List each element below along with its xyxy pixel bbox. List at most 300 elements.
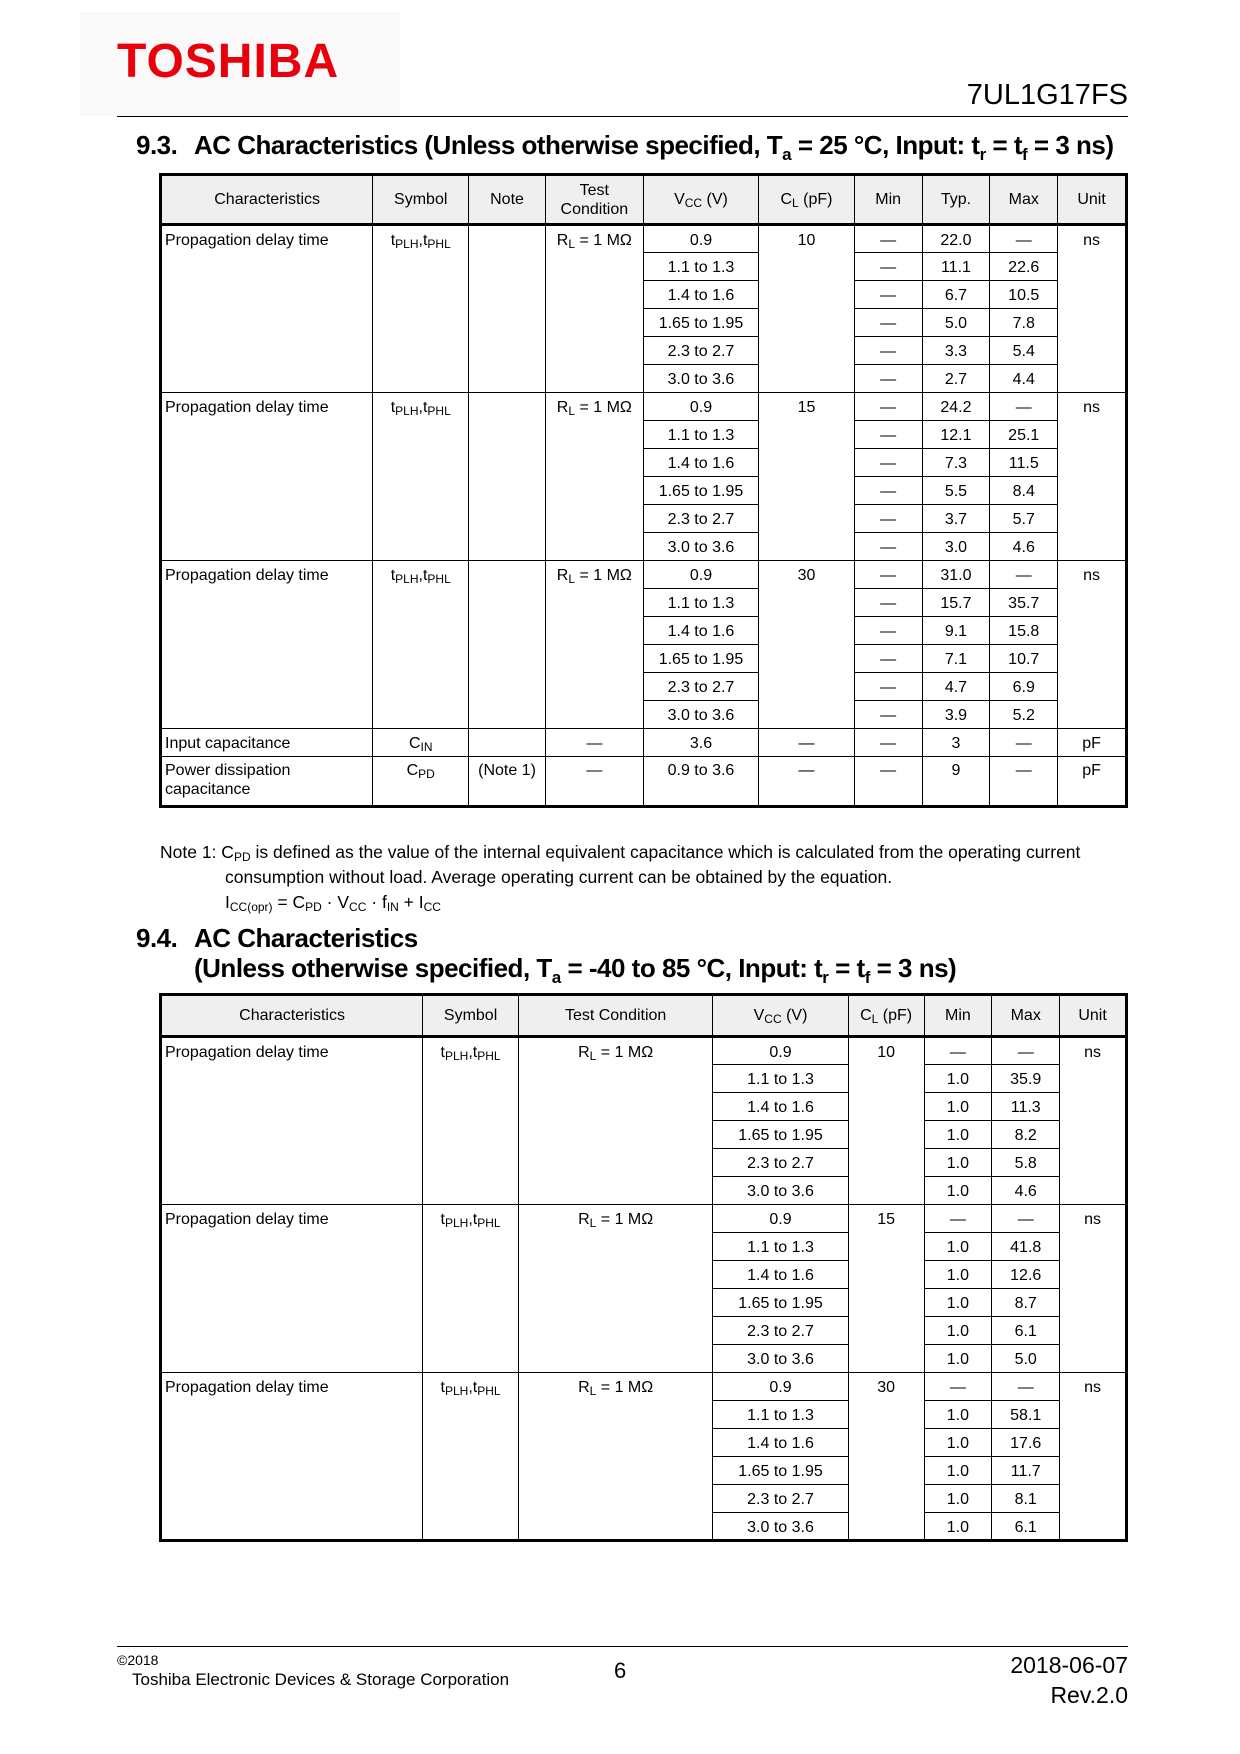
th-vcc-sub: CC bbox=[684, 196, 703, 210]
cell-unit: ns bbox=[1058, 561, 1127, 729]
note-1-equation bbox=[160, 890, 1130, 915]
cell-max: 5.2 bbox=[990, 701, 1058, 729]
cell-min: 1.0 bbox=[924, 1093, 992, 1121]
table-row bbox=[161, 1037, 1127, 1065]
cell-vcc: 0.9 bbox=[713, 1037, 848, 1065]
condition-value: = 1 MΩ bbox=[596, 1211, 654, 1228]
cell-vcc: 2.3 to 2.7 bbox=[643, 505, 758, 533]
cell-max: 11.3 bbox=[992, 1093, 1060, 1121]
section-93-title-sub-r: r bbox=[979, 145, 986, 164]
section-93-title bbox=[136, 130, 1114, 164]
condition-r: R bbox=[556, 399, 569, 416]
cell-symbol bbox=[373, 757, 469, 807]
cell-min: — bbox=[924, 1373, 992, 1401]
characteristic-line-2: capacitance bbox=[165, 781, 251, 798]
eq-vcc-sub: CC bbox=[349, 900, 367, 914]
cell-condition bbox=[518, 1205, 712, 1373]
th-min: Min bbox=[854, 175, 922, 225]
cell-max: — bbox=[990, 393, 1058, 421]
section-94-title-pre: (Unless otherwise specified, T bbox=[194, 953, 552, 983]
cell-min: — bbox=[854, 393, 922, 421]
table-row-power-dissipation bbox=[161, 757, 1127, 807]
table-93-header-row bbox=[161, 175, 1127, 225]
cell-min: — bbox=[854, 421, 922, 449]
section-93-title-mid: = 25 °C, Input: t bbox=[791, 130, 980, 160]
cell-max: — bbox=[990, 225, 1058, 253]
th-cl-c: C bbox=[780, 191, 793, 208]
cell-vcc: 1.65 to 1.95 bbox=[713, 1457, 848, 1485]
symbol-t-phl: t bbox=[422, 232, 428, 249]
cell-typ: 22.0 bbox=[922, 225, 990, 253]
symbol-phl-sub: PHL bbox=[427, 572, 451, 586]
cell-max: 5.0 bbox=[992, 1345, 1060, 1373]
th-typ: Typ. bbox=[922, 175, 990, 225]
cell-unit: ns bbox=[1060, 1205, 1127, 1373]
th-cl-sub: L bbox=[792, 196, 799, 210]
cell-min: — bbox=[854, 309, 922, 337]
section-94-title-eq: = t bbox=[828, 953, 865, 983]
characteristic-line-1: Power dissipation bbox=[165, 762, 291, 779]
th-max: Max bbox=[992, 995, 1060, 1037]
cell-max: 22.6 bbox=[990, 253, 1058, 281]
cell-note bbox=[469, 393, 546, 561]
cell-vcc: 3.0 to 3.6 bbox=[713, 1177, 848, 1205]
footer-date-rev bbox=[1010, 1650, 1128, 1710]
eq-plus: + I bbox=[398, 892, 424, 912]
symbol-separator: , bbox=[418, 399, 423, 416]
cell-vcc: 0.9 bbox=[643, 225, 758, 253]
section-93-title-eq: = t bbox=[985, 130, 1023, 160]
part-number: 7UL1G17FS bbox=[966, 79, 1128, 111]
table-row bbox=[161, 561, 1127, 589]
cell-max: 35.7 bbox=[990, 589, 1058, 617]
cell-unit: ns bbox=[1058, 393, 1127, 561]
section-93-number: 9.3. bbox=[136, 130, 178, 160]
cell-max: 8.4 bbox=[990, 477, 1058, 505]
cell-condition bbox=[518, 1373, 712, 1541]
symbol-phl-sub: PHL bbox=[427, 404, 451, 418]
cell-vcc: 2.3 to 2.7 bbox=[713, 1485, 848, 1513]
footer-rule bbox=[117, 1646, 1128, 1647]
symbol-phl-sub: PHL bbox=[477, 1216, 501, 1230]
cell-condition: — bbox=[545, 729, 643, 757]
section-93-title-sub-f: f bbox=[1022, 145, 1028, 164]
condition-sub: L bbox=[589, 1049, 597, 1063]
cell-vcc: 0.9 bbox=[713, 1373, 848, 1401]
symbol-separator: , bbox=[418, 232, 423, 249]
cell-vcc: 2.3 to 2.7 bbox=[643, 673, 758, 701]
cell-note: (Note 1) bbox=[469, 757, 546, 807]
cell-vcc: 1.65 to 1.95 bbox=[643, 645, 758, 673]
cell-vcc: 1.1 to 1.3 bbox=[713, 1233, 848, 1261]
cell-unit: ns bbox=[1060, 1037, 1127, 1205]
table-row bbox=[161, 393, 1127, 421]
footer-revision: Rev.2.0 bbox=[1050, 1682, 1128, 1708]
cell-typ: 3.9 bbox=[922, 701, 990, 729]
cell-note bbox=[469, 225, 546, 393]
cell-min: 1.0 bbox=[924, 1065, 992, 1093]
section-94-title-sub-a: a bbox=[551, 968, 561, 987]
cell-cl: 15 bbox=[848, 1205, 924, 1373]
cell-vcc: 1.4 to 1.6 bbox=[643, 449, 758, 477]
cell-cl: 15 bbox=[759, 393, 855, 561]
cell-min: 1.0 bbox=[924, 1345, 992, 1373]
cell-symbol bbox=[423, 1373, 519, 1541]
footer-copyright: ©2018 bbox=[117, 1652, 159, 1668]
cell-vcc: 0.9 bbox=[643, 393, 758, 421]
th-characteristics: Characteristics bbox=[161, 175, 373, 225]
eq-icc2-sub: CC bbox=[423, 900, 441, 914]
cell-vcc: 0.9 bbox=[713, 1205, 848, 1233]
cell-min: — bbox=[854, 701, 922, 729]
symbol-plh-sub: PLH bbox=[395, 404, 419, 418]
section-94-title bbox=[136, 923, 957, 987]
symbol-t-phl: t bbox=[472, 1044, 478, 1061]
th-cl-c: C bbox=[860, 1007, 872, 1024]
cell-characteristic: Propagation delay time bbox=[161, 1037, 423, 1205]
cell-min: — bbox=[854, 757, 922, 807]
th-characteristics: Characteristics bbox=[161, 995, 423, 1037]
th-cl-unit: (pF) bbox=[878, 1007, 913, 1024]
condition-r: R bbox=[578, 1211, 590, 1228]
th-cl-unit: (pF) bbox=[798, 191, 833, 208]
cell-vcc: 1.4 to 1.6 bbox=[713, 1093, 848, 1121]
cell-characteristic: Propagation delay time bbox=[161, 1373, 423, 1541]
th-unit: Unit bbox=[1060, 995, 1127, 1037]
table-94-header-row bbox=[161, 995, 1127, 1037]
symbol-plh-sub: PLH bbox=[395, 572, 419, 586]
condition-value: = 1 MΩ bbox=[575, 567, 632, 584]
condition-sub: L bbox=[568, 404, 575, 418]
note-1-text-1: is defined as the value of the internal equivalent capacitance which is calculated from the operating current bbox=[250, 842, 1081, 862]
footer-company: Toshiba Electronic Devices & Storage Corporation bbox=[132, 1670, 510, 1689]
cell-cl: 10 bbox=[848, 1037, 924, 1205]
cell-symbol bbox=[373, 729, 469, 757]
section-93-title-pre: AC Characteristics (Unless otherwise specified, T bbox=[194, 130, 783, 160]
cell-max: 4.4 bbox=[990, 365, 1058, 393]
symbol-separator: , bbox=[468, 1211, 473, 1228]
cell-min: — bbox=[854, 533, 922, 561]
cell-typ: 12.1 bbox=[922, 421, 990, 449]
symbol-t-plh: t bbox=[440, 1379, 445, 1396]
cell-unit: ns bbox=[1060, 1373, 1127, 1541]
cell-typ: 4.7 bbox=[922, 673, 990, 701]
cell-min: — bbox=[854, 589, 922, 617]
section-93-title-post: = 3 ns) bbox=[1027, 130, 1114, 160]
cell-symbol bbox=[423, 1205, 519, 1373]
cell-max: 5.8 bbox=[992, 1149, 1060, 1177]
cell-vcc: 1.1 to 1.3 bbox=[643, 421, 758, 449]
cell-vcc: 1.65 to 1.95 bbox=[643, 477, 758, 505]
cell-vcc: 2.3 to 2.7 bbox=[643, 337, 758, 365]
cell-vcc: 3.0 to 3.6 bbox=[643, 701, 758, 729]
symbol-plh-sub: PLH bbox=[395, 237, 419, 251]
cell-characteristic: Propagation delay time bbox=[161, 225, 373, 393]
cell-min: 1.0 bbox=[924, 1233, 992, 1261]
cell-max: 7.8 bbox=[990, 309, 1058, 337]
cell-max: — bbox=[990, 561, 1058, 589]
symbol-t-phl: t bbox=[422, 567, 428, 584]
cell-min: 1.0 bbox=[924, 1121, 992, 1149]
condition-sub: L bbox=[589, 1216, 597, 1230]
cell-vcc: 0.9 to 3.6 bbox=[643, 757, 758, 807]
cell-condition bbox=[545, 225, 643, 393]
table-row bbox=[161, 225, 1127, 253]
cell-symbol bbox=[423, 1037, 519, 1205]
cell-typ: 9.1 bbox=[922, 617, 990, 645]
th-cl bbox=[848, 995, 924, 1037]
cell-min: — bbox=[854, 729, 922, 757]
cell-max: 11.7 bbox=[992, 1457, 1060, 1485]
cell-typ: 31.0 bbox=[922, 561, 990, 589]
cell-vcc: 1.65 to 1.95 bbox=[713, 1289, 848, 1317]
cell-vcc: 3.0 to 3.6 bbox=[713, 1513, 848, 1541]
condition-sub: L bbox=[568, 237, 575, 251]
th-vcc-v: V bbox=[674, 191, 685, 208]
cell-cl: 30 bbox=[848, 1373, 924, 1541]
cell-min: 1.0 bbox=[924, 1513, 992, 1541]
th-vcc bbox=[643, 175, 758, 225]
cell-symbol bbox=[373, 561, 469, 729]
cell-characteristic bbox=[161, 757, 373, 807]
cell-vcc: 3.0 to 3.6 bbox=[643, 365, 758, 393]
cell-symbol bbox=[373, 225, 469, 393]
cell-vcc: 1.1 to 1.3 bbox=[713, 1065, 848, 1093]
symbol-t-plh: t bbox=[390, 232, 396, 249]
eq-dot1: · V bbox=[321, 892, 350, 912]
eq-eq: = C bbox=[272, 892, 306, 912]
cell-min: — bbox=[854, 225, 922, 253]
cell-unit: pF bbox=[1058, 729, 1127, 757]
cell-unit: pF bbox=[1058, 757, 1127, 807]
cell-vcc: 3.0 to 3.6 bbox=[643, 533, 758, 561]
cell-cl: — bbox=[759, 757, 855, 807]
cell-min: — bbox=[924, 1037, 992, 1065]
note-1-line-1 bbox=[160, 840, 1130, 865]
eq-fin-sub: IN bbox=[386, 900, 399, 914]
symbol-sub: PD bbox=[418, 767, 435, 781]
cell-min: 1.0 bbox=[924, 1289, 992, 1317]
th-test-condition-1: Test bbox=[579, 181, 609, 199]
note-1-line-2: consumption without load. Average operating current can be obtained by the equation. bbox=[225, 867, 893, 887]
cell-note bbox=[469, 561, 546, 729]
header-rule bbox=[117, 116, 1128, 117]
cell-cl: 10 bbox=[759, 225, 855, 393]
table-row bbox=[161, 1205, 1127, 1233]
section-94-title-line-1: AC Characteristics bbox=[194, 923, 418, 953]
th-note: Note bbox=[469, 175, 546, 225]
symbol-plh-sub: PLH bbox=[445, 1049, 469, 1063]
cell-min: — bbox=[854, 561, 922, 589]
cell-typ: 7.3 bbox=[922, 449, 990, 477]
condition-value: = 1 MΩ bbox=[596, 1379, 654, 1396]
cell-cl: 30 bbox=[759, 561, 855, 729]
cell-characteristic: Input capacitance bbox=[161, 729, 373, 757]
cell-min: — bbox=[854, 645, 922, 673]
th-max: Max bbox=[990, 175, 1058, 225]
cell-vcc: 1.65 to 1.95 bbox=[643, 309, 758, 337]
cell-characteristic: Propagation delay time bbox=[161, 393, 373, 561]
cell-min: — bbox=[854, 449, 922, 477]
cell-max: 41.8 bbox=[992, 1233, 1060, 1261]
condition-r: R bbox=[578, 1044, 590, 1061]
th-min: Min bbox=[924, 995, 992, 1037]
cell-symbol bbox=[373, 393, 469, 561]
th-test-condition-2: Condition bbox=[560, 200, 629, 218]
cell-max: 25.1 bbox=[990, 421, 1058, 449]
cell-vcc: 2.3 to 2.7 bbox=[713, 1317, 848, 1345]
cell-typ: 15.7 bbox=[922, 589, 990, 617]
cell-min: — bbox=[854, 505, 922, 533]
cell-unit: ns bbox=[1058, 225, 1127, 393]
symbol-phl-sub: PHL bbox=[477, 1384, 501, 1398]
cell-max: 17.6 bbox=[992, 1429, 1060, 1457]
cell-max: 6.1 bbox=[992, 1513, 1060, 1541]
cell-min: — bbox=[854, 477, 922, 505]
th-vcc-unit: (V) bbox=[702, 191, 728, 208]
cell-max: 11.5 bbox=[990, 449, 1058, 477]
section-94-title-post: = 3 ns) bbox=[869, 953, 957, 983]
cell-typ: 3.0 bbox=[922, 533, 990, 561]
cell-note bbox=[469, 729, 546, 757]
th-test-condition bbox=[545, 175, 643, 225]
cell-max: 10.5 bbox=[990, 281, 1058, 309]
cell-min: 1.0 bbox=[924, 1485, 992, 1513]
table-row-input-capacitance bbox=[161, 729, 1127, 757]
symbol-plh-sub: PLH bbox=[445, 1216, 469, 1230]
condition-value: = 1 MΩ bbox=[596, 1044, 654, 1061]
symbol-plh-sub: PLH bbox=[445, 1384, 469, 1398]
toshiba-logo: TOSHIBA bbox=[117, 35, 340, 88]
cell-min: 1.0 bbox=[924, 1177, 992, 1205]
section-94-number: 9.4. bbox=[136, 923, 178, 953]
th-cl-sub: L bbox=[871, 1012, 879, 1026]
cell-min: 1.0 bbox=[924, 1457, 992, 1485]
cell-vcc: 1.4 to 1.6 bbox=[713, 1429, 848, 1457]
symbol-t-phl: t bbox=[472, 1211, 478, 1228]
cell-max: 5.4 bbox=[990, 337, 1058, 365]
page-number: 6 bbox=[614, 1658, 627, 1683]
cell-max: — bbox=[992, 1373, 1060, 1401]
cell-typ: 3.3 bbox=[922, 337, 990, 365]
ac-characteristics-table-25c bbox=[159, 173, 1128, 808]
footer-date: 2018-06-07 bbox=[1010, 1652, 1128, 1678]
th-symbol: Symbol bbox=[423, 995, 519, 1037]
cell-max: 4.6 bbox=[990, 533, 1058, 561]
symbol-separator: , bbox=[468, 1379, 473, 1396]
cell-min: — bbox=[854, 253, 922, 281]
symbol-t-plh: t bbox=[440, 1044, 445, 1061]
condition-r: R bbox=[556, 567, 569, 584]
eq-icc: I bbox=[225, 892, 230, 912]
cell-cl: — bbox=[759, 729, 855, 757]
section-93-title-sub-a: a bbox=[782, 145, 792, 164]
cell-min: 1.0 bbox=[924, 1429, 992, 1457]
note-1 bbox=[160, 840, 1130, 915]
cell-typ: 24.2 bbox=[922, 393, 990, 421]
condition-value: = 1 MΩ bbox=[575, 399, 632, 416]
eq-dot2: · f bbox=[366, 892, 387, 912]
cell-min: 1.0 bbox=[924, 1401, 992, 1429]
condition-value: = 1 MΩ bbox=[575, 232, 632, 249]
cell-typ: 9 bbox=[922, 757, 990, 807]
cell-vcc: 1.4 to 1.6 bbox=[643, 617, 758, 645]
condition-sub: L bbox=[589, 1384, 597, 1398]
cell-max: 5.7 bbox=[990, 505, 1058, 533]
cell-max: 12.6 bbox=[992, 1261, 1060, 1289]
cell-min: — bbox=[854, 337, 922, 365]
cell-condition: — bbox=[545, 757, 643, 807]
cell-typ: 7.1 bbox=[922, 645, 990, 673]
cell-typ: 5.5 bbox=[922, 477, 990, 505]
cell-max: 58.1 bbox=[992, 1401, 1060, 1429]
section-94-title-sub-r: r bbox=[822, 968, 829, 987]
cell-max: — bbox=[992, 1037, 1060, 1065]
section-94-title-mid: = -40 to 85 °C, Input: t bbox=[560, 953, 823, 983]
cell-condition bbox=[518, 1037, 712, 1205]
cell-typ: 3.7 bbox=[922, 505, 990, 533]
th-vcc-v: V bbox=[753, 1007, 765, 1024]
symbol-t-plh: t bbox=[440, 1211, 445, 1228]
cell-vcc: 3.6 bbox=[643, 729, 758, 757]
th-vcc-unit: (V) bbox=[781, 1007, 808, 1024]
th-unit: Unit bbox=[1058, 175, 1127, 225]
symbol-separator: , bbox=[418, 567, 423, 584]
symbol-sub: IN bbox=[420, 740, 433, 754]
cell-vcc: 2.3 to 2.7 bbox=[713, 1149, 848, 1177]
eq-cpd-sub: PD bbox=[305, 900, 322, 914]
cell-vcc: 1.65 to 1.95 bbox=[713, 1121, 848, 1149]
cell-max: 8.2 bbox=[992, 1121, 1060, 1149]
th-vcc bbox=[713, 995, 848, 1037]
cell-max: 15.8 bbox=[990, 617, 1058, 645]
cell-characteristic: Propagation delay time bbox=[161, 561, 373, 729]
cell-vcc: 1.4 to 1.6 bbox=[713, 1261, 848, 1289]
symbol-t-phl: t bbox=[422, 399, 428, 416]
cell-max: 10.7 bbox=[990, 645, 1058, 673]
symbol-phl-sub: PHL bbox=[477, 1049, 501, 1063]
th-vcc-sub: CC bbox=[764, 1012, 782, 1026]
symbol-separator: , bbox=[468, 1044, 473, 1061]
cell-max: 35.9 bbox=[992, 1065, 1060, 1093]
symbol-c: C bbox=[406, 762, 419, 779]
cell-vcc: 1.4 to 1.6 bbox=[643, 281, 758, 309]
cell-typ: 2.7 bbox=[922, 365, 990, 393]
table-row bbox=[161, 1373, 1127, 1401]
cell-min: 1.0 bbox=[924, 1317, 992, 1345]
cell-min: — bbox=[924, 1205, 992, 1233]
ac-characteristics-table-85c bbox=[159, 993, 1128, 1542]
cell-vcc: 3.0 to 3.6 bbox=[713, 1345, 848, 1373]
section-94-title-sub-f: f bbox=[864, 968, 870, 987]
cell-min: — bbox=[854, 673, 922, 701]
cell-characteristic: Propagation delay time bbox=[161, 1205, 423, 1373]
condition-r: R bbox=[578, 1379, 590, 1396]
cell-max: 8.7 bbox=[992, 1289, 1060, 1317]
cell-max: 6.1 bbox=[992, 1317, 1060, 1345]
note-1-label-sub: PD bbox=[233, 850, 251, 864]
th-symbol: Symbol bbox=[373, 175, 469, 225]
cell-condition bbox=[545, 393, 643, 561]
symbol-phl-sub: PHL bbox=[427, 237, 451, 251]
cell-vcc: 0.9 bbox=[643, 561, 758, 589]
symbol-t-phl: t bbox=[472, 1379, 478, 1396]
condition-sub: L bbox=[568, 572, 575, 586]
cell-typ: 5.0 bbox=[922, 309, 990, 337]
th-cl bbox=[759, 175, 855, 225]
cell-typ: 3 bbox=[922, 729, 990, 757]
cell-min: — bbox=[854, 365, 922, 393]
